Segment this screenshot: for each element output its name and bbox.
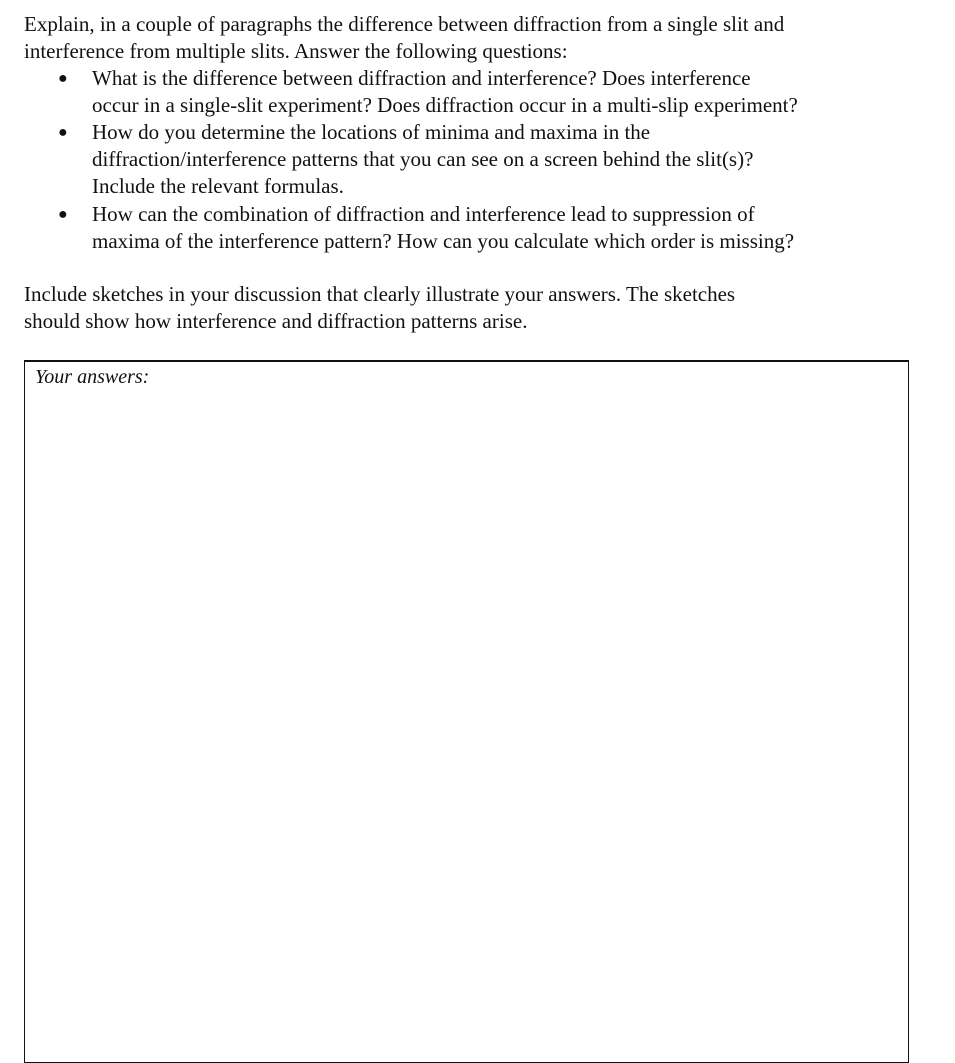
question-line: How can the combination of diffraction and interference lead to suppression of bbox=[92, 202, 755, 226]
answer-box-label: Your answers: bbox=[35, 366, 150, 388]
question-line: diffraction/interference patterns that you can see on a screen behind the slit(s)? bbox=[92, 147, 754, 171]
answer-box[interactable] bbox=[24, 360, 909, 1063]
intro-line: Explain, in a couple of paragraphs the difference between diffraction from a single slit and bbox=[24, 12, 785, 36]
sketch-line: should show how interference and diffraction patterns arise. bbox=[24, 309, 528, 333]
bullet-icon: ● bbox=[58, 124, 68, 141]
bullet-icon: ● bbox=[58, 70, 68, 87]
sketch-line: Include sketches in your discussion that clearly illustrate your answers. The sketches bbox=[24, 282, 736, 306]
question-line: What is the difference between diffraction and interference? Does interference bbox=[92, 66, 751, 90]
question-line: maxima of the interference pattern? How can you calculate which order is missing? bbox=[92, 229, 795, 253]
intro-line: interference from multiple slits. Answer the following questions: bbox=[24, 39, 568, 63]
question-line: Include the relevant formulas. bbox=[92, 174, 344, 198]
question-line: How do you determine the locations of minima and maxima in the bbox=[92, 120, 651, 144]
question-line: occur in a single-slit experiment? Does diffraction occur in a multi-slip experiment? bbox=[92, 93, 798, 117]
bullet-icon: ● bbox=[58, 206, 68, 223]
